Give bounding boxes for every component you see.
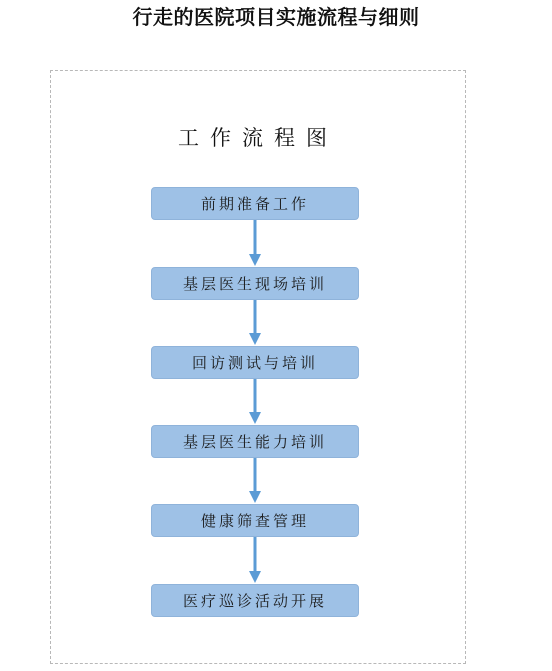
flow-step-prep-work: 前期准备工作 <box>151 187 359 220</box>
flow-arrow-down-icon <box>248 220 262 267</box>
document-title: 行走的医院项目实施流程与细则 <box>132 5 420 29</box>
flow-arrow-down-icon <box>248 300 262 346</box>
flow-step-medical-tour: 医疗巡诊活动开展 <box>151 584 359 617</box>
flow-arrow-down-icon <box>248 379 262 425</box>
flow-step-followup-test: 回访测试与培训 <box>151 346 359 379</box>
flowchart-title: 工作流程图 <box>178 126 338 150</box>
flow-arrow-down-icon <box>248 458 262 504</box>
flow-step-health-screening: 健康筛查管理 <box>151 504 359 537</box>
flow-step-onsite-training: 基层医生现场培训 <box>151 267 359 300</box>
flow-step-capability-training: 基层医生能力培训 <box>151 425 359 458</box>
flow-arrow-down-icon <box>248 537 262 584</box>
